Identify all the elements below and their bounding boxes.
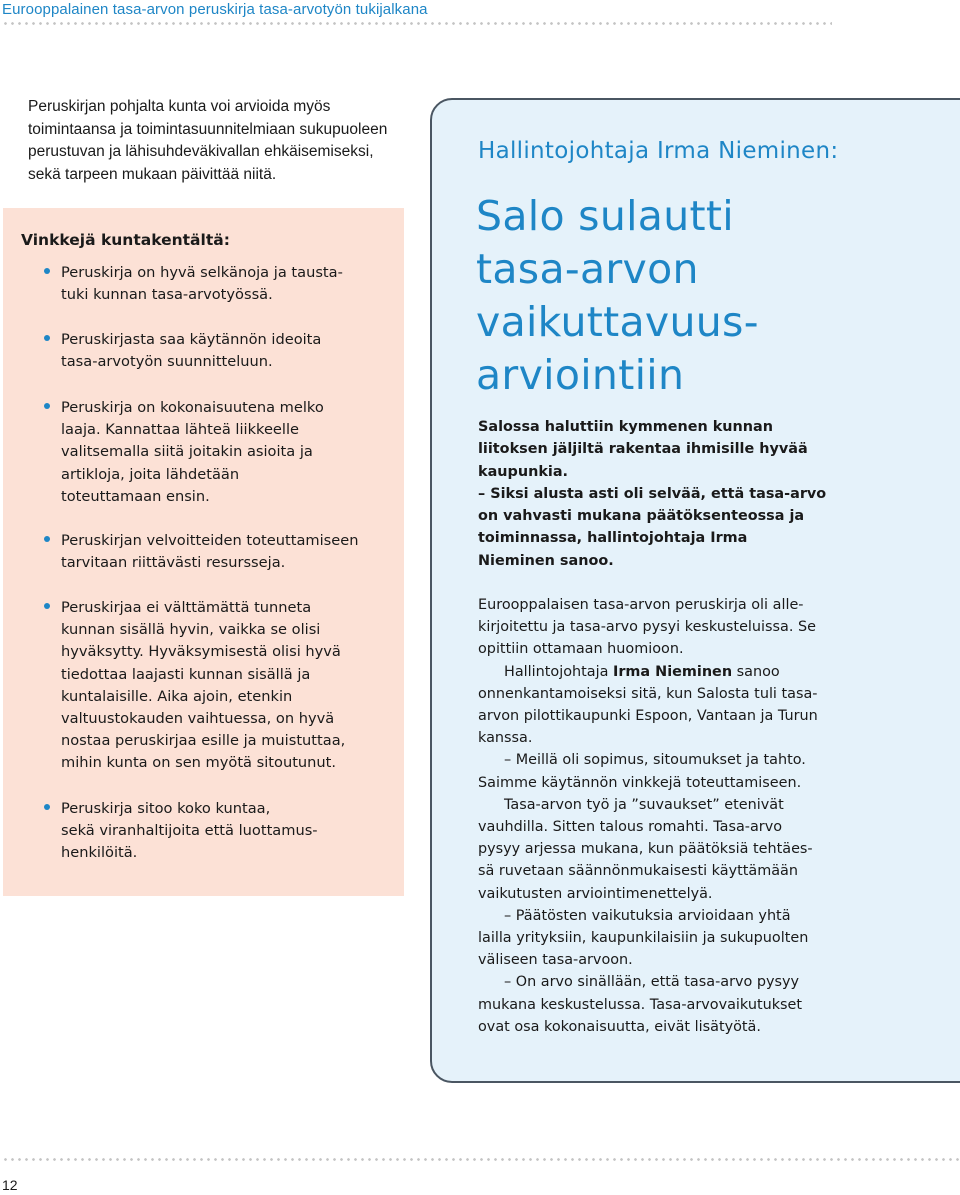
intro-paragraph bbox=[28, 96, 408, 186]
tip-item: Peruskirja on hyvä selkänoja ja tausta- tuki kunnan tasa-arvotyössä. bbox=[61, 262, 391, 306]
header-dotted-rule bbox=[2, 22, 832, 25]
body-paragraph: Tasa-arvon työ ja ”suvaukset” etenivät vauhdilla. Sitten talous romahti. Tasa-arvo pysyy arjessa mukana, kun päätöksiä tehtäes- sä ruvetaan säännönmukaisesti käyttämään vaikutusten arviointimenettelyä. bbox=[478, 796, 813, 902]
body-paragraph: Eurooppalaisen tasa-arvon peruskirja oli alle- kirjoitettu ja tasa-arvo pysyi keskusteluissa. Se opittiin ottamaan huomioon. bbox=[478, 597, 816, 658]
bullet-icon bbox=[44, 403, 50, 409]
bullet-icon bbox=[44, 804, 50, 810]
tip-item: Peruskirjaa ei välttämättä tunneta kunnan sisällä hyvin, vaikka se olisi hyväksytty. Hyväksymisestä olisi hyvä tiedottaa laajasti kunnan sisällä ja kuntalaisille. Aika ajoin, etenkin valtuustokauden vaihtuessa, on hyvä nostaa peruskirjaa esille ja muistuttaa, mihin kunta on sen myötä sitoutunut. bbox=[61, 597, 391, 775]
interview-lead: Salossa haluttiin kymmenen kunnan liitoksen jäljiltä rakentaa ihmisille hyvää kaupunkia. – Siksi alusta asti oli selvää, että tasa-arvo on vahvasti mukana päätöksenteossa ja toiminnassa, hallintojohtaja Irma Nieminen sanoo. bbox=[478, 419, 827, 569]
running-header-title: Eurooppalainen tasa-arvon peruskirja tasa-arvotyön tukijalkana bbox=[2, 1, 428, 18]
bullet-icon bbox=[44, 603, 50, 609]
page-number: 12 bbox=[2, 1177, 18, 1193]
bullet-icon bbox=[44, 335, 50, 341]
intro-line: perustuvan ja lähisuhdeväkivallan ehkäisemiseksi, bbox=[28, 143, 374, 160]
body-paragraph: – Meillä oli sopimus, sitoumukset ja tahto. Saimme käytännön vinkkejä toteuttamiseen. bbox=[478, 752, 806, 791]
tip-item: Peruskirjan velvoitteiden toteuttamiseen tarvitaan riittävästi resursseja. bbox=[61, 530, 391, 574]
interview-headline: Salo sulautti tasa-arvon vaikuttavuus- arviointiin bbox=[476, 192, 759, 399]
intro-line: Peruskirjan pohjalta kunta voi arvioida myös bbox=[28, 98, 331, 115]
intro-line: sekä tarpeen mukaan päivittää niitä. bbox=[28, 165, 277, 183]
intro-line: toimintaansa ja toimintasuunnitelmiaan sukupuoleen bbox=[28, 120, 388, 138]
tip-item: Peruskirjasta saa käytännön ideoita tasa-arvotyön suunnitteluun. bbox=[61, 329, 391, 373]
person-name: Irma Nieminen bbox=[612, 663, 733, 680]
interview-body bbox=[478, 594, 833, 1038]
bullet-icon bbox=[44, 268, 50, 274]
interview-kicker: Hallintojohtaja Irma Nieminen: bbox=[478, 138, 839, 164]
bullet-icon bbox=[44, 536, 50, 542]
tips-box bbox=[3, 208, 404, 896]
body-paragraph: – Päätösten vaikutuksia arvioidaan yhtä lailla yrityksiin, kaupunkilaisiin ja sukupuolten väliseen tasa-arvoon. bbox=[478, 907, 809, 969]
tip-item: Peruskirja on kokonaisuutena melko laaja. Kannattaa lähteä liikkeelle valitsemalla siitä joitakin asioita ja artikloja, joita lähdetään toteuttamaan ensin. bbox=[61, 397, 391, 508]
tip-item: Peruskirja sitoo koko kuntaa, sekä viranhaltijoita että luottamus- henkilöitä. bbox=[61, 798, 361, 865]
body-paragraph: Hallintojohtaja Irma Nieminen sanoo onnenkantamoiseksi sitä, kun Salosta tuli tasa- arvon pilottikaupunki Espoon, Vantaan ja Turun kanssa. bbox=[478, 663, 818, 747]
tips-title: Vinkkejä kuntakentältä: bbox=[21, 231, 230, 249]
body-paragraph: – On arvo sinällään, että tasa-arvo pysyy mukana keskustelussa. Tasa-arvovaikutukset ovat osa kokonaisuutta, eivät lisätyötä. bbox=[478, 974, 803, 1035]
footer-dotted-rule bbox=[2, 1158, 960, 1161]
